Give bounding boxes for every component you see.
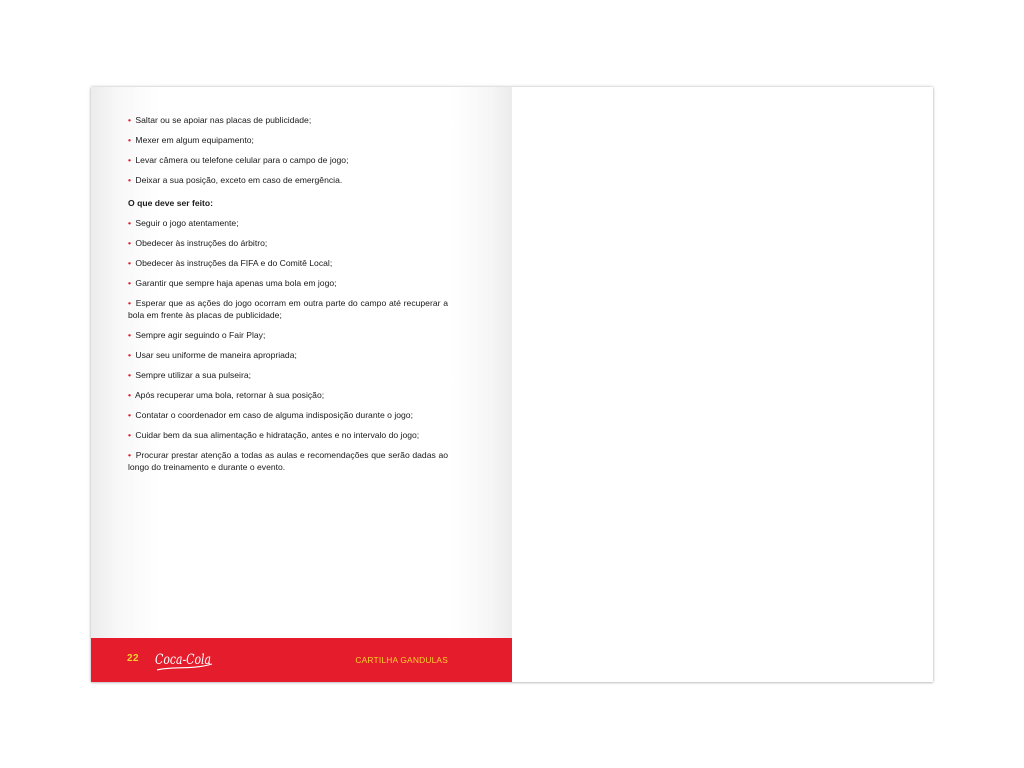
list-item xyxy=(128,277,448,289)
list-item xyxy=(128,429,448,441)
list-item xyxy=(128,134,448,146)
page-content xyxy=(128,114,448,481)
list-item xyxy=(128,217,448,229)
list-item-text: Deixar a sua posição, exceto em caso de emergência. xyxy=(135,175,343,185)
bullet-icon: • xyxy=(128,115,132,125)
bullet-icon: • xyxy=(128,135,132,145)
list-item-text: Sempre agir seguindo o Fair Play; xyxy=(135,330,266,340)
bullet-icon: • xyxy=(128,370,132,380)
bullet-icon: • xyxy=(128,278,132,288)
section-heading: O que deve ser feito: xyxy=(128,198,214,208)
list-item-text: Esperar que as ações do jogo ocorram em outra parte do campo até recuperar a bola em frente às placas de publicidade; xyxy=(128,298,448,320)
svg-text:Coca-Cola: Coca-Cola xyxy=(155,652,211,668)
list-item-text: Mexer em algum equipamento; xyxy=(135,135,254,145)
bullet-icon: • xyxy=(128,155,132,165)
bullet-icon: • xyxy=(128,390,132,400)
list-item xyxy=(128,409,448,421)
bullet-icon: • xyxy=(128,218,132,228)
page-number: 22 xyxy=(127,653,140,664)
bullet-icon: • xyxy=(128,175,132,185)
footer-title: CARTILHA GANDULAS xyxy=(355,655,448,665)
bullet-icon: • xyxy=(128,350,132,360)
list-item-text: Garantir que sempre haja apenas uma bola em jogo; xyxy=(135,278,337,288)
list-item-text: Procurar prestar atenção a todas as aulas e recomendações que serão dadas ao longo do treinamento e durante o evento. xyxy=(128,450,449,472)
list-item-text: Sempre utilizar a sua pulseira; xyxy=(135,370,251,380)
right-page-blank xyxy=(512,87,933,682)
bullet-icon: • xyxy=(128,450,132,460)
list-item xyxy=(128,174,448,186)
list-item-text: Obedecer às instruções do árbitro; xyxy=(135,238,268,248)
list-item-text: Obedecer às instruções da FIFA e do Comitê Local; xyxy=(135,258,333,268)
coca-cola-logo xyxy=(154,647,214,673)
bullet-icon: • xyxy=(128,430,132,440)
list-item xyxy=(128,154,448,166)
list-item xyxy=(128,237,448,249)
bullet-icon: • xyxy=(128,298,132,308)
booklet-spread xyxy=(91,87,933,682)
list-item xyxy=(128,329,448,341)
list-item-text: Cuidar bem da sua alimentação e hidratação, antes e no intervalo do jogo; xyxy=(135,430,420,440)
list-item-text: Saltar ou se apoiar nas placas de publicidade; xyxy=(135,115,312,125)
list-item xyxy=(128,369,448,381)
list-item-text: Após recuperar uma bola, retornar à sua posição; xyxy=(134,390,325,400)
left-page xyxy=(91,87,512,682)
list-item xyxy=(128,389,448,401)
bullet-icon: • xyxy=(128,238,132,248)
list-item-text: Levar câmera ou telefone celular para o campo de jogo; xyxy=(135,155,349,165)
list-item xyxy=(128,297,448,321)
list-item xyxy=(128,257,448,269)
list-item-text: Contatar o coordenador em caso de alguma indisposição durante o jogo; xyxy=(135,410,413,420)
list-item-text: Seguir o jogo atentamente; xyxy=(135,218,239,228)
bullet-icon: • xyxy=(128,330,132,340)
list-item-text: Usar seu uniforme de maneira apropriada; xyxy=(135,350,297,360)
list-item xyxy=(128,114,448,126)
page-footer xyxy=(91,638,512,682)
list-item xyxy=(128,449,448,473)
bullet-icon: • xyxy=(128,410,132,420)
list-item xyxy=(128,349,448,361)
bullet-icon: • xyxy=(128,258,132,268)
